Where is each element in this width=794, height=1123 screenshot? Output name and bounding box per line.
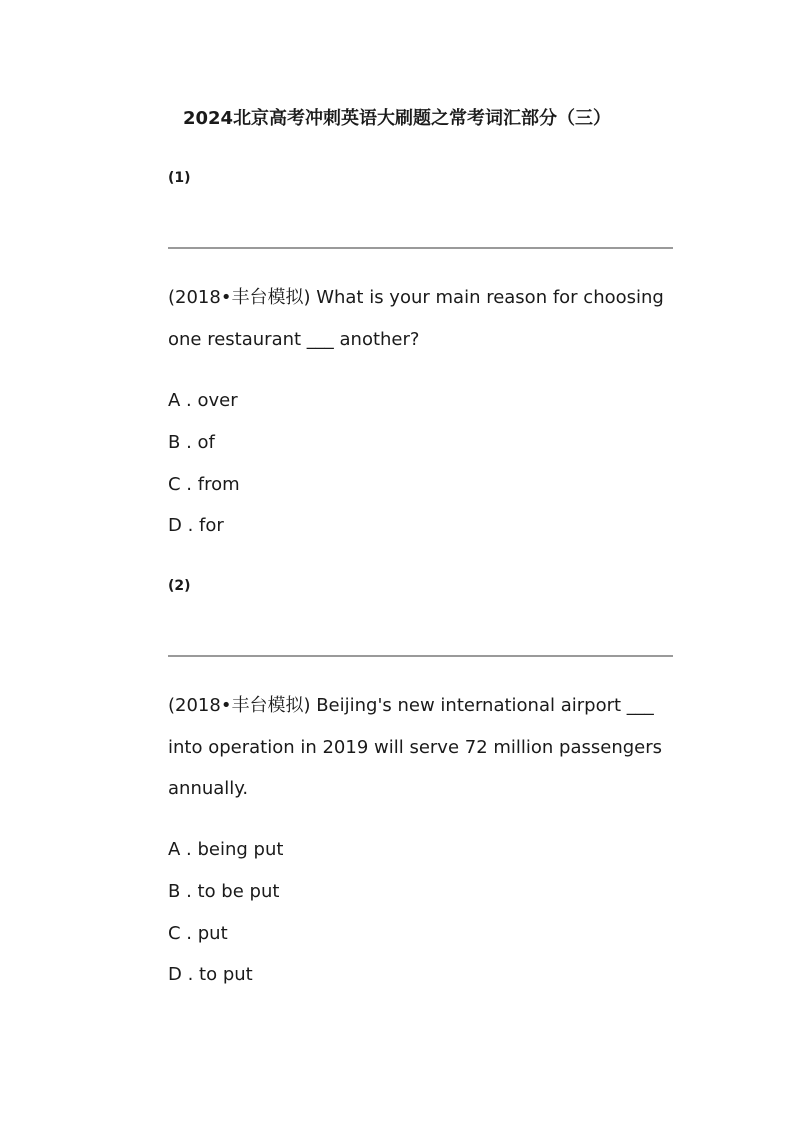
option-b: B . of [168,432,215,453]
question-divider [168,655,673,657]
question-divider [168,247,673,249]
page-title: 2024北京高考冲刺英语大刷题之常考词汇部分（三） [182,108,612,129]
question-stem: (2018•丰台模拟) Beijing's new international airport ___ into operation in 2019 will serve 72 million passengers annually. [168,695,663,799]
question-number: (2) [168,578,191,594]
option-c: C . from [168,474,240,495]
question-stem: (2018•丰台模拟) What is your main reason for choosing one restaurant ___ another? [168,287,664,350]
option-b: B . to be put [168,881,280,902]
option-a: A . over [168,390,238,411]
option-a: A . being put [168,839,284,860]
option-d: D . to put [168,964,253,985]
option-c: C . put [168,923,228,944]
option-d: D . for [168,515,224,536]
question-number: (1) [168,170,191,186]
